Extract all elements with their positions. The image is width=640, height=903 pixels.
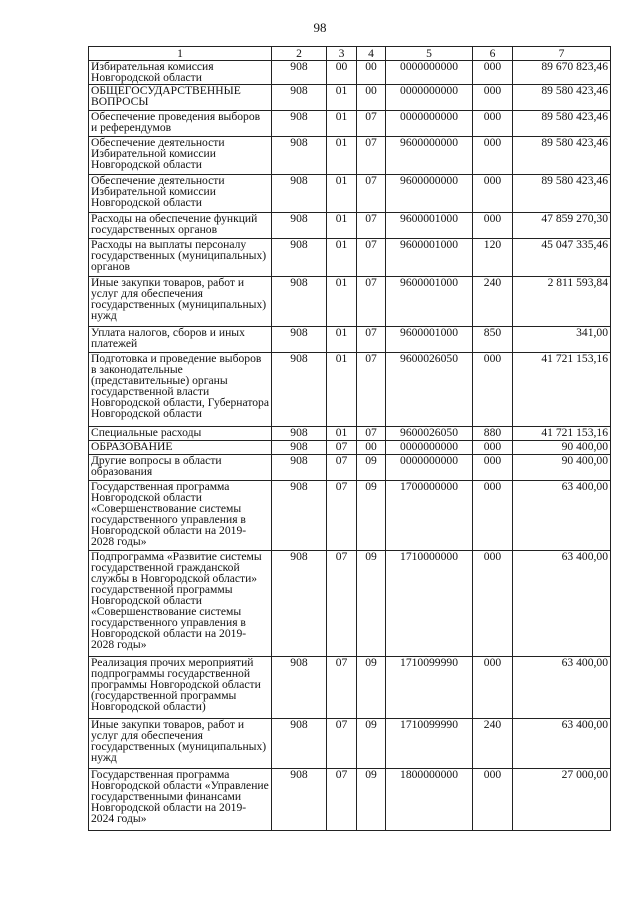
row-amount: 27 000,00 xyxy=(513,769,611,831)
row-target-article: 9600000000 xyxy=(386,175,473,213)
row-code: 908 xyxy=(272,277,327,327)
row-target-article: 9600001000 xyxy=(386,239,473,277)
row-subsection: 07 xyxy=(357,239,386,277)
row-amount: 41 721 153,16 xyxy=(513,353,611,427)
row-expense-type: 000 xyxy=(473,111,513,137)
row-code: 908 xyxy=(272,137,327,175)
row-section: 01 xyxy=(327,239,357,277)
row-name: Иные закупки товаров, работ и услуг для обеспечения государственных (муниципальных) нужд xyxy=(89,277,272,327)
row-expense-type: 880 xyxy=(473,427,513,441)
row-subsection: 07 xyxy=(357,277,386,327)
row-section: 01 xyxy=(327,175,357,213)
row-name: Обеспечение деятельности Избирательной комиссии Новгородской области xyxy=(89,137,272,175)
table-row xyxy=(89,111,611,137)
row-name: Государственная программа Новгородской области «Совершенствование системы государственного управления в Новгородской области на 2019-2028 годы» xyxy=(89,481,272,551)
row-code: 908 xyxy=(272,85,327,111)
row-name: Расходы на обеспечение функций государственных органов xyxy=(89,213,272,239)
row-target-article: 0000000000 xyxy=(386,441,473,455)
table-row xyxy=(89,137,611,175)
row-amount: 63 400,00 xyxy=(513,481,611,551)
row-section: 01 xyxy=(327,85,357,111)
row-section: 01 xyxy=(327,111,357,137)
row-section: 01 xyxy=(327,427,357,441)
row-subsection: 00 xyxy=(357,441,386,455)
row-amount: 89 580 423,46 xyxy=(513,111,611,137)
row-target-article: 1710000000 xyxy=(386,551,473,657)
row-subsection: 09 xyxy=(357,481,386,551)
table-row xyxy=(89,85,611,111)
row-target-article: 9600001000 xyxy=(386,213,473,239)
row-amount: 89 580 423,46 xyxy=(513,85,611,111)
row-name: Обеспечение деятельности Избирательной комиссии Новгородской области xyxy=(89,175,272,213)
row-amount: 45 047 335,46 xyxy=(513,239,611,277)
table-row xyxy=(89,353,611,427)
row-expense-type: 000 xyxy=(473,213,513,239)
row-subsection: 07 xyxy=(357,427,386,441)
row-amount: 341,00 xyxy=(513,327,611,353)
row-target-article: 0000000000 xyxy=(386,111,473,137)
row-subsection: 07 xyxy=(357,213,386,239)
row-expense-type: 850 xyxy=(473,327,513,353)
row-expense-type: 000 xyxy=(473,455,513,481)
row-subsection: 00 xyxy=(357,85,386,111)
row-name: Реализация прочих мероприятий подпрограммы государственной программы Новгородской области (государственной программы Новгородской области) xyxy=(89,657,272,719)
row-code: 908 xyxy=(272,719,327,769)
row-name: Подпрограмма «Развитие системы государственной гражданской службы в Новгородской области» государственной программы Новгородской области «Совершенствование системы государственного управления в Новгородской области на 2019-2028 годы» xyxy=(89,551,272,657)
budget-table xyxy=(88,46,611,831)
row-code: 908 xyxy=(272,175,327,213)
row-name: Подготовка и проведение выборов в законодательные (представительные) органы государственной власти Новгородской области, Губернатора Новгородской области xyxy=(89,353,272,427)
col-header-1: 1 xyxy=(89,47,272,61)
row-amount: 47 859 270,30 xyxy=(513,213,611,239)
row-target-article: 1710099990 xyxy=(386,719,473,769)
table-row xyxy=(89,719,611,769)
row-name: Специальные расходы xyxy=(89,427,272,441)
row-code: 908 xyxy=(272,455,327,481)
row-section: 00 xyxy=(327,61,357,85)
row-amount: 63 400,00 xyxy=(513,719,611,769)
col-header-5: 5 xyxy=(386,47,473,61)
row-code: 908 xyxy=(272,481,327,551)
row-name: Расходы на выплаты персоналу государственных (муниципальных) органов xyxy=(89,239,272,277)
row-code: 908 xyxy=(272,353,327,427)
row-subsection: 09 xyxy=(357,455,386,481)
table-row xyxy=(89,481,611,551)
row-section: 07 xyxy=(327,657,357,719)
row-amount: 63 400,00 xyxy=(513,551,611,657)
row-subsection: 07 xyxy=(357,327,386,353)
table-row xyxy=(89,441,611,455)
row-section: 01 xyxy=(327,137,357,175)
row-name: Обеспечение проведения выборов и референдумов xyxy=(89,111,272,137)
row-code: 908 xyxy=(272,61,327,85)
row-subsection: 09 xyxy=(357,551,386,657)
row-amount: 90 400,00 xyxy=(513,455,611,481)
row-expense-type: 000 xyxy=(473,481,513,551)
table-row xyxy=(89,277,611,327)
col-header-2: 2 xyxy=(272,47,327,61)
row-amount: 89 580 423,46 xyxy=(513,137,611,175)
row-target-article: 9600026050 xyxy=(386,427,473,441)
table-row xyxy=(89,327,611,353)
col-header-4: 4 xyxy=(357,47,386,61)
row-code: 908 xyxy=(272,427,327,441)
row-amount: 41 721 153,16 xyxy=(513,427,611,441)
row-amount: 2 811 593,84 xyxy=(513,277,611,327)
table-row xyxy=(89,213,611,239)
col-header-6: 6 xyxy=(473,47,513,61)
row-code: 908 xyxy=(272,213,327,239)
table-row xyxy=(89,427,611,441)
row-expense-type: 000 xyxy=(473,551,513,657)
table-row xyxy=(89,769,611,831)
row-amount: 90 400,00 xyxy=(513,441,611,455)
row-code: 908 xyxy=(272,111,327,137)
row-target-article: 9600001000 xyxy=(386,277,473,327)
row-section: 07 xyxy=(327,769,357,831)
row-code: 908 xyxy=(272,327,327,353)
row-target-article: 1700000000 xyxy=(386,481,473,551)
row-subsection: 07 xyxy=(357,175,386,213)
row-subsection: 07 xyxy=(357,353,386,427)
row-target-article: 1800000000 xyxy=(386,769,473,831)
row-section: 07 xyxy=(327,719,357,769)
table-row xyxy=(89,61,611,85)
row-name: ОБРАЗОВАНИЕ xyxy=(89,441,272,455)
row-subsection: 09 xyxy=(357,657,386,719)
row-section: 07 xyxy=(327,481,357,551)
col-header-7: 7 xyxy=(513,47,611,61)
table-row xyxy=(89,455,611,481)
row-code: 908 xyxy=(272,657,327,719)
row-expense-type: 000 xyxy=(473,441,513,455)
row-expense-type: 000 xyxy=(473,353,513,427)
row-target-article: 0000000000 xyxy=(386,85,473,111)
row-expense-type: 240 xyxy=(473,719,513,769)
table-row xyxy=(89,551,611,657)
row-name: ОБЩЕГОСУДАРСТВЕННЫЕ ВОПРОСЫ xyxy=(89,85,272,111)
row-subsection: 09 xyxy=(357,769,386,831)
row-name: Государственная программа Новгородской области «Управление государственными финансами Новгородской области на 2019-2024 годы» xyxy=(89,769,272,831)
table-row xyxy=(89,657,611,719)
row-code: 908 xyxy=(272,769,327,831)
row-target-article: 9600001000 xyxy=(386,327,473,353)
row-section: 01 xyxy=(327,353,357,427)
row-subsection: 07 xyxy=(357,137,386,175)
row-section: 07 xyxy=(327,441,357,455)
row-target-article: 9600000000 xyxy=(386,137,473,175)
row-expense-type: 000 xyxy=(473,657,513,719)
row-section: 01 xyxy=(327,277,357,327)
row-expense-type: 000 xyxy=(473,769,513,831)
row-expense-type: 000 xyxy=(473,85,513,111)
row-expense-type: 000 xyxy=(473,175,513,213)
row-target-article: 0000000000 xyxy=(386,61,473,85)
row-amount: 63 400,00 xyxy=(513,657,611,719)
row-name: Избирательная комиссия Новгородской области xyxy=(89,61,272,85)
row-expense-type: 000 xyxy=(473,137,513,175)
row-code: 908 xyxy=(272,239,327,277)
row-section: 07 xyxy=(327,551,357,657)
row-amount: 89 670 823,46 xyxy=(513,61,611,85)
row-name: Другие вопросы в области образования xyxy=(89,455,272,481)
row-code: 908 xyxy=(272,441,327,455)
row-expense-type: 120 xyxy=(473,239,513,277)
row-name: Иные закупки товаров, работ и услуг для обеспечения государственных (муниципальных) нужд xyxy=(89,719,272,769)
row-subsection: 00 xyxy=(357,61,386,85)
row-target-article: 1710099990 xyxy=(386,657,473,719)
row-section: 01 xyxy=(327,213,357,239)
row-code: 908 xyxy=(272,551,327,657)
row-section: 01 xyxy=(327,327,357,353)
row-section: 07 xyxy=(327,455,357,481)
row-expense-type: 240 xyxy=(473,277,513,327)
row-name: Уплата налогов, сборов и иных платежей xyxy=(89,327,272,353)
row-subsection: 07 xyxy=(357,111,386,137)
page-number: 98 xyxy=(313,20,327,35)
row-target-article: 9600026050 xyxy=(386,353,473,427)
row-subsection: 09 xyxy=(357,719,386,769)
row-expense-type: 000 xyxy=(473,61,513,85)
row-target-article: 0000000000 xyxy=(386,455,473,481)
table-row xyxy=(89,175,611,213)
row-amount: 89 580 423,46 xyxy=(513,175,611,213)
table-row xyxy=(89,239,611,277)
header-row xyxy=(89,47,611,61)
col-header-3: 3 xyxy=(327,47,357,61)
